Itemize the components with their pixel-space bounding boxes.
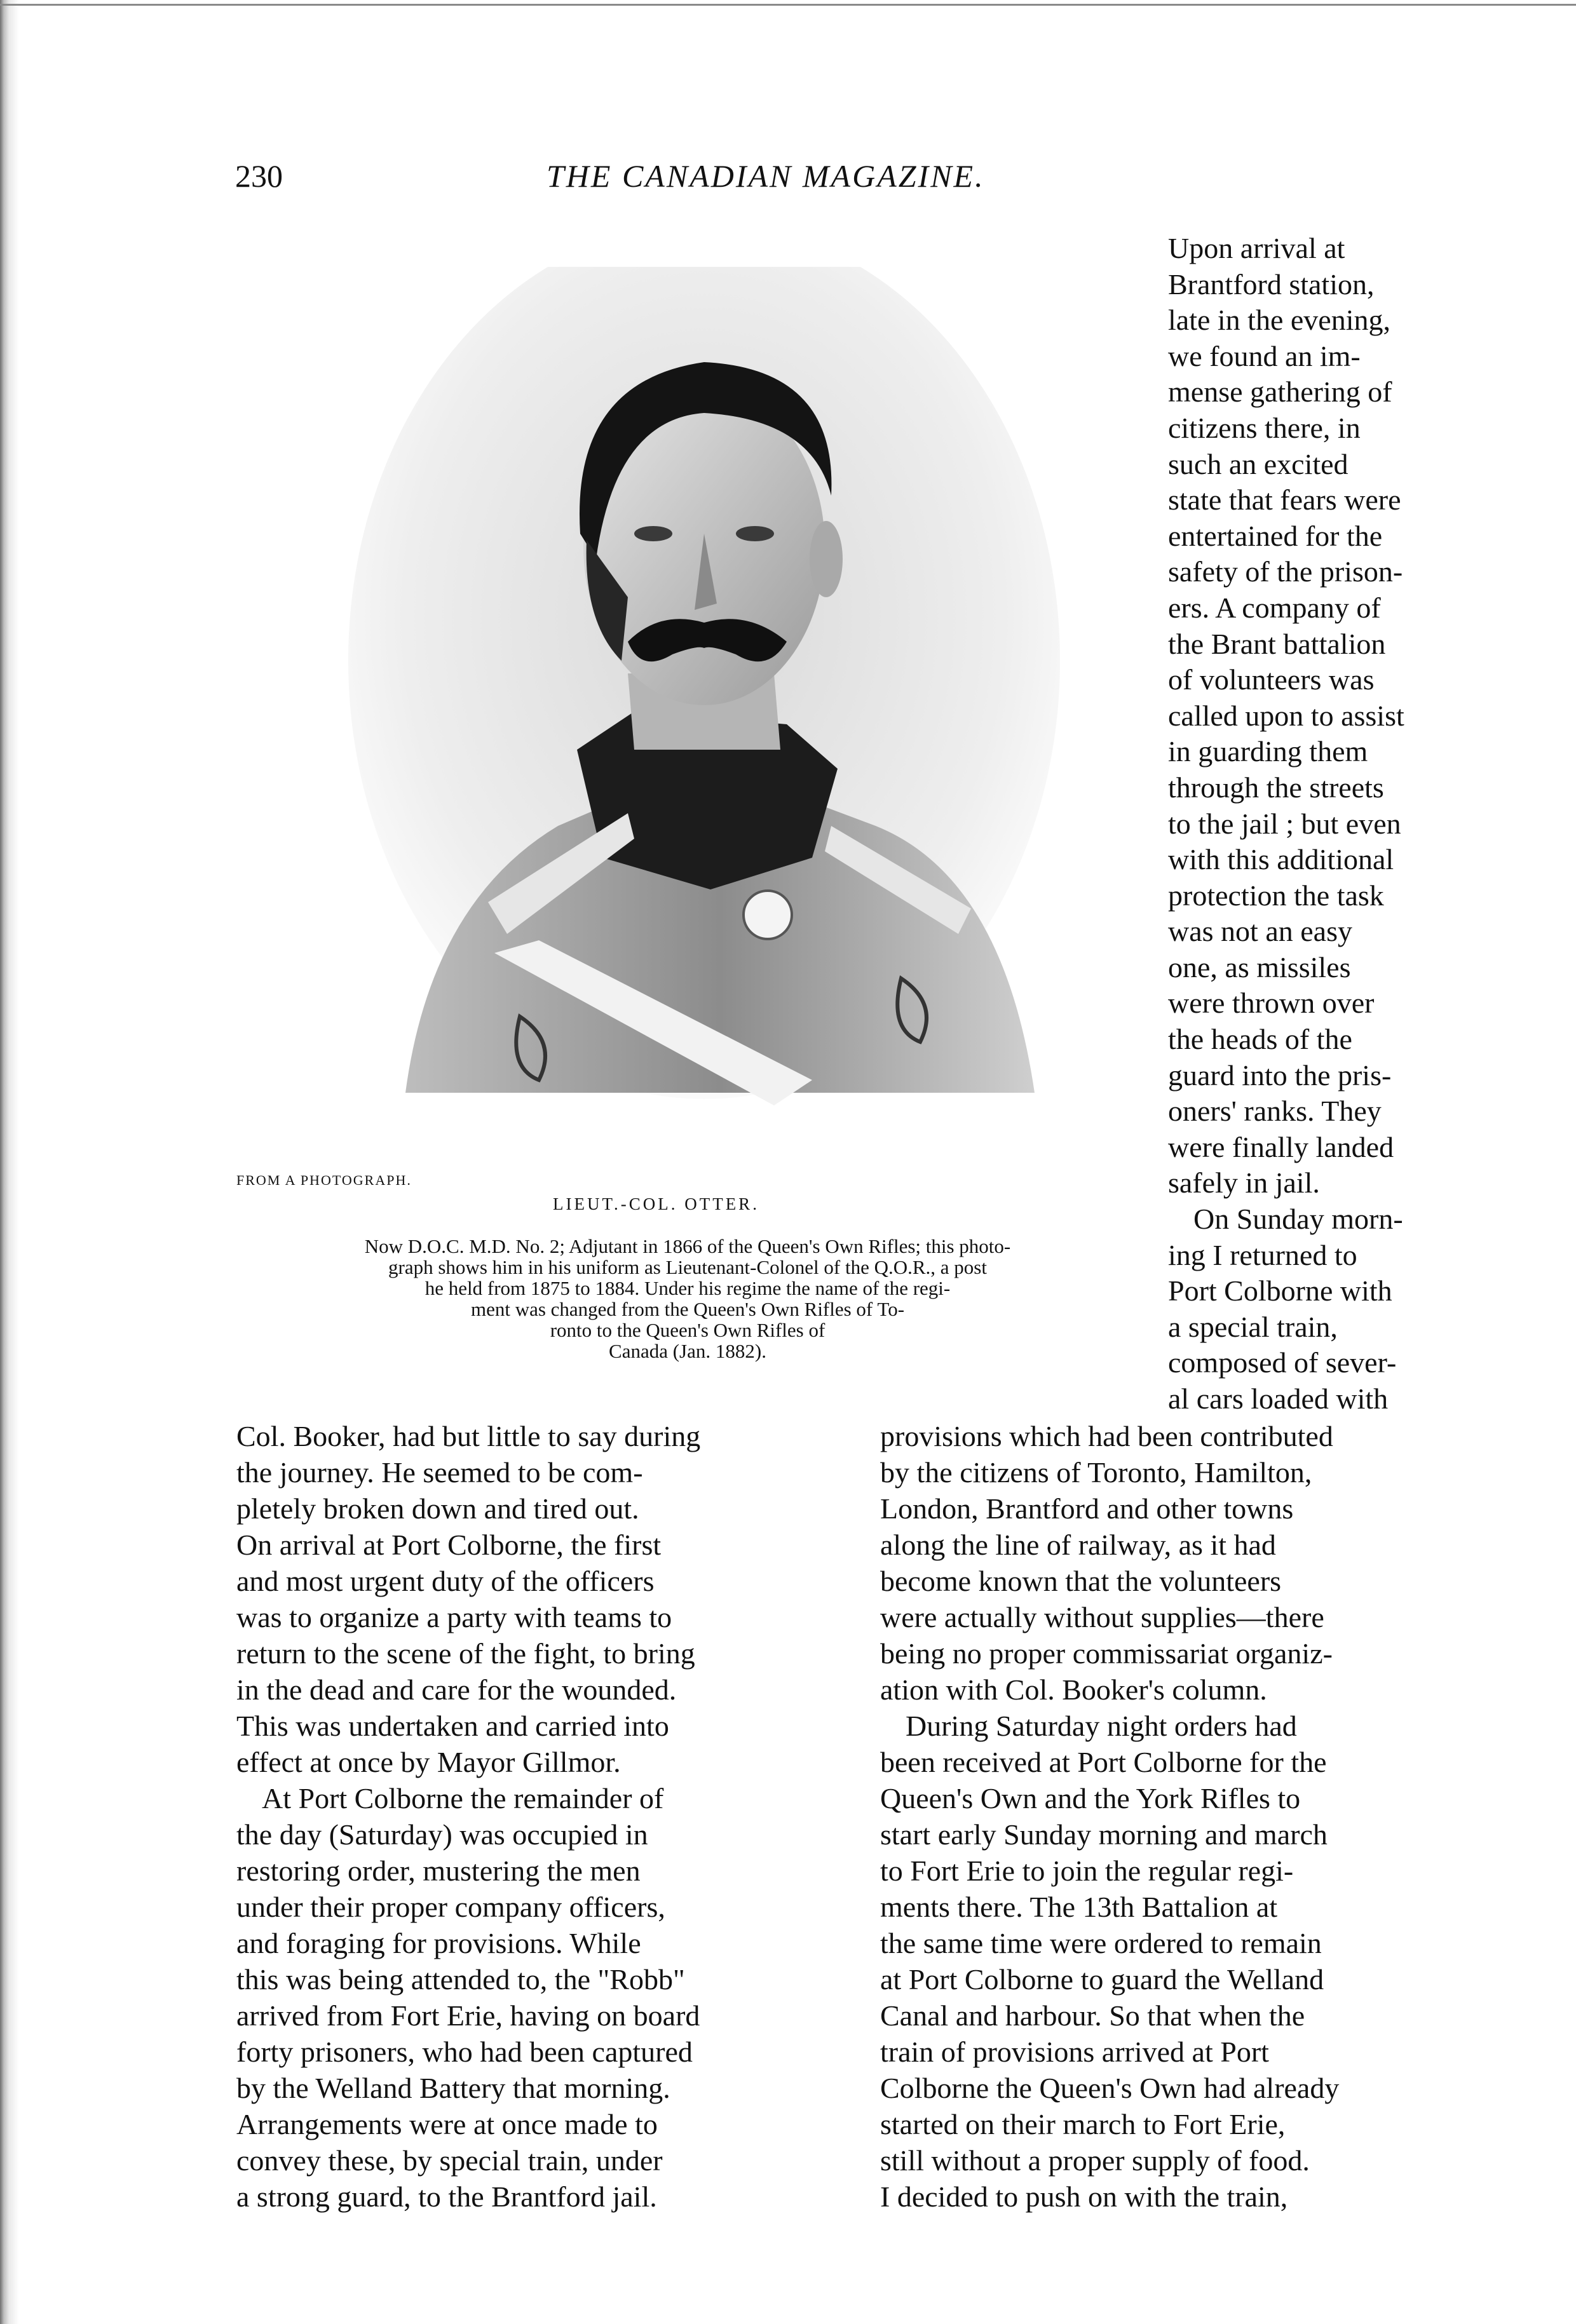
text-line: still without a proper supply of food. xyxy=(880,2144,1310,2177)
text-line: in guarding them xyxy=(1168,735,1368,768)
text-line: started on their march to Fort Erie, xyxy=(880,2108,1286,2140)
text-line: At Port Colborne the remainder of xyxy=(262,1782,664,1814)
text-line: pletely broken down and tired out. xyxy=(236,1492,639,1525)
text-line: we found an im- xyxy=(1168,339,1361,372)
text-line: forty prisoners, who had been captured xyxy=(236,2036,693,2068)
photo-credit: FROM A PHOTOGRAPH. xyxy=(236,1172,412,1188)
text-line: the journey. He seemed to be com- xyxy=(236,1456,643,1489)
text-line: were actually without supplies—there xyxy=(880,1601,1324,1633)
text-line: oners' ranks. They xyxy=(1168,1095,1382,1128)
text-line: restoring order, mustering the men xyxy=(236,1854,641,1887)
text-line: at Port Colborne to guard the Welland xyxy=(880,1963,1324,1996)
text-line: being no proper commissariat organiz- xyxy=(880,1637,1333,1670)
text-line: Port Colborne with xyxy=(1168,1274,1392,1307)
text-line: and foraging for provisions. While xyxy=(236,1927,641,1959)
page-number: 230 xyxy=(235,158,283,194)
text-line: On arrival at Port Colborne, the first xyxy=(236,1529,662,1561)
text-line: composed of sever- xyxy=(1168,1346,1397,1379)
running-head: THE CANADIAN MAGAZINE. xyxy=(547,158,985,194)
caption-line: graph shows him in his uniform as Lieutenant-Colonel of the Q.O.R., a post xyxy=(388,1256,987,1278)
text-line: late in the evening, xyxy=(1168,304,1390,337)
text-line: of volunteers was xyxy=(1168,663,1375,696)
text-line: I decided to push on with the train, xyxy=(880,2180,1288,2213)
text-line: convey these, by special train, under xyxy=(236,2144,663,2177)
text-line: ments there. The 13th Battalion at xyxy=(880,1891,1278,1923)
middle-column-text xyxy=(880,1418,1493,2215)
text-line: the heads of the xyxy=(1168,1023,1352,1056)
caption-body xyxy=(236,1236,1139,1361)
caption-title: LIEUT.-COL. OTTER. xyxy=(553,1194,759,1213)
text-line: protection the task xyxy=(1168,879,1384,912)
text-line: and most urgent duty of the officers xyxy=(236,1565,655,1597)
text-line: in the dead and care for the wounded. xyxy=(236,1673,677,1706)
text-line: the same time were ordered to remain xyxy=(880,1927,1322,1959)
caption-line: ment was changed from the Queen's Own Rifles of To- xyxy=(470,1298,905,1320)
left-column-text xyxy=(236,1418,840,2215)
text-line: were finally landed xyxy=(1168,1130,1394,1163)
text-line: Brantford station, xyxy=(1168,267,1375,301)
text-line: Queen's Own and the York Rifles to xyxy=(880,1782,1301,1814)
text-line: the day (Saturday) was occupied in xyxy=(236,1818,648,1851)
caption-line: he held from 1875 to 1884. Under his regime the name of the regi- xyxy=(425,1277,951,1299)
scan-edge-shadow xyxy=(0,0,19,2324)
text-line: return to the scene of the fight, to bring xyxy=(236,1637,695,1670)
text-line: were thrown over xyxy=(1168,987,1375,1020)
text-line: been received at Port Colborne for the xyxy=(880,1746,1327,1778)
text-line: a strong guard, to the Brantford jail. xyxy=(236,2180,657,2213)
text-line: Colborne the Queen's Own had already xyxy=(880,2072,1340,2104)
text-line: mense gathering of xyxy=(1168,375,1392,409)
text-line: state that fears were xyxy=(1168,483,1401,517)
text-line: entertained for the xyxy=(1168,519,1383,552)
text-line: safety of the prison- xyxy=(1168,555,1403,588)
text-line: ers. A company of xyxy=(1168,591,1381,624)
text-line: citizens there, in xyxy=(1168,411,1361,444)
text-line: called upon to assist xyxy=(1168,699,1404,732)
text-line: Arrangements were at once made to xyxy=(236,2108,658,2140)
text-line: Canal and harbour. So that when the xyxy=(880,1999,1305,2032)
text-line: was not an easy xyxy=(1168,915,1352,948)
text-line: train of provisions arrived at Port xyxy=(880,2036,1269,2068)
caption-line: ronto to the Queen's Own Rifles of xyxy=(550,1319,825,1341)
text-line: become known that the volunteers xyxy=(880,1565,1282,1597)
text-line: provisions which had been contributed xyxy=(880,1420,1333,1452)
right-column-text xyxy=(1168,231,1486,1417)
text-line: to Fort Erie to join the regular regi- xyxy=(880,1854,1294,1887)
text-line: such an excited xyxy=(1168,447,1348,480)
text-line: one, as missiles xyxy=(1168,950,1351,983)
text-line: Upon arrival at xyxy=(1168,232,1345,264)
text-line: a special train, xyxy=(1168,1310,1338,1343)
caption-line: Canada (Jan. 1882). xyxy=(609,1340,766,1362)
text-line: this was being attended to, the "Robb" xyxy=(236,1963,685,1996)
text-line: On Sunday morn- xyxy=(1193,1203,1403,1236)
text-line: under their proper company officers, xyxy=(236,1891,665,1923)
text-line: along the line of railway, as it had xyxy=(880,1529,1276,1561)
text-line: was to organize a party with teams to xyxy=(236,1601,672,1633)
top-scan-rule xyxy=(0,4,1576,6)
text-line: al cars loaded with xyxy=(1168,1382,1389,1415)
text-line: ing I returned to xyxy=(1168,1238,1357,1271)
text-line: with this additional xyxy=(1168,843,1394,876)
text-line: This was undertaken and carried into xyxy=(236,1710,669,1742)
caption-line: Now D.O.C. M.D. No. 2; Adjutant in 1866 of the Queen's Own Rifles; this photo- xyxy=(364,1235,1011,1257)
text-line: safely in jail. xyxy=(1168,1166,1320,1199)
text-line: the Brant battalion xyxy=(1168,627,1386,660)
text-line: Col. Booker, had but little to say during xyxy=(236,1420,701,1452)
portrait-photograph xyxy=(329,267,1076,1131)
text-line: effect at once by Mayor Gillmor. xyxy=(236,1746,621,1778)
text-line: to the jail ; but even xyxy=(1168,807,1401,840)
text-line: ation with Col. Booker's column. xyxy=(880,1673,1267,1706)
text-line: by the Welland Battery that morning. xyxy=(236,2072,670,2104)
text-line: guard into the pris- xyxy=(1168,1058,1392,1091)
text-line: During Saturday night orders had xyxy=(906,1710,1297,1742)
text-line: start early Sunday morning and march xyxy=(880,1818,1328,1851)
text-line: arrived from Fort Erie, having on board xyxy=(236,1999,700,2032)
text-line: by the citizens of Toronto, Hamilton, xyxy=(880,1456,1312,1489)
text-line: London, Brantford and other towns xyxy=(880,1492,1294,1525)
text-line: through the streets xyxy=(1168,771,1384,804)
